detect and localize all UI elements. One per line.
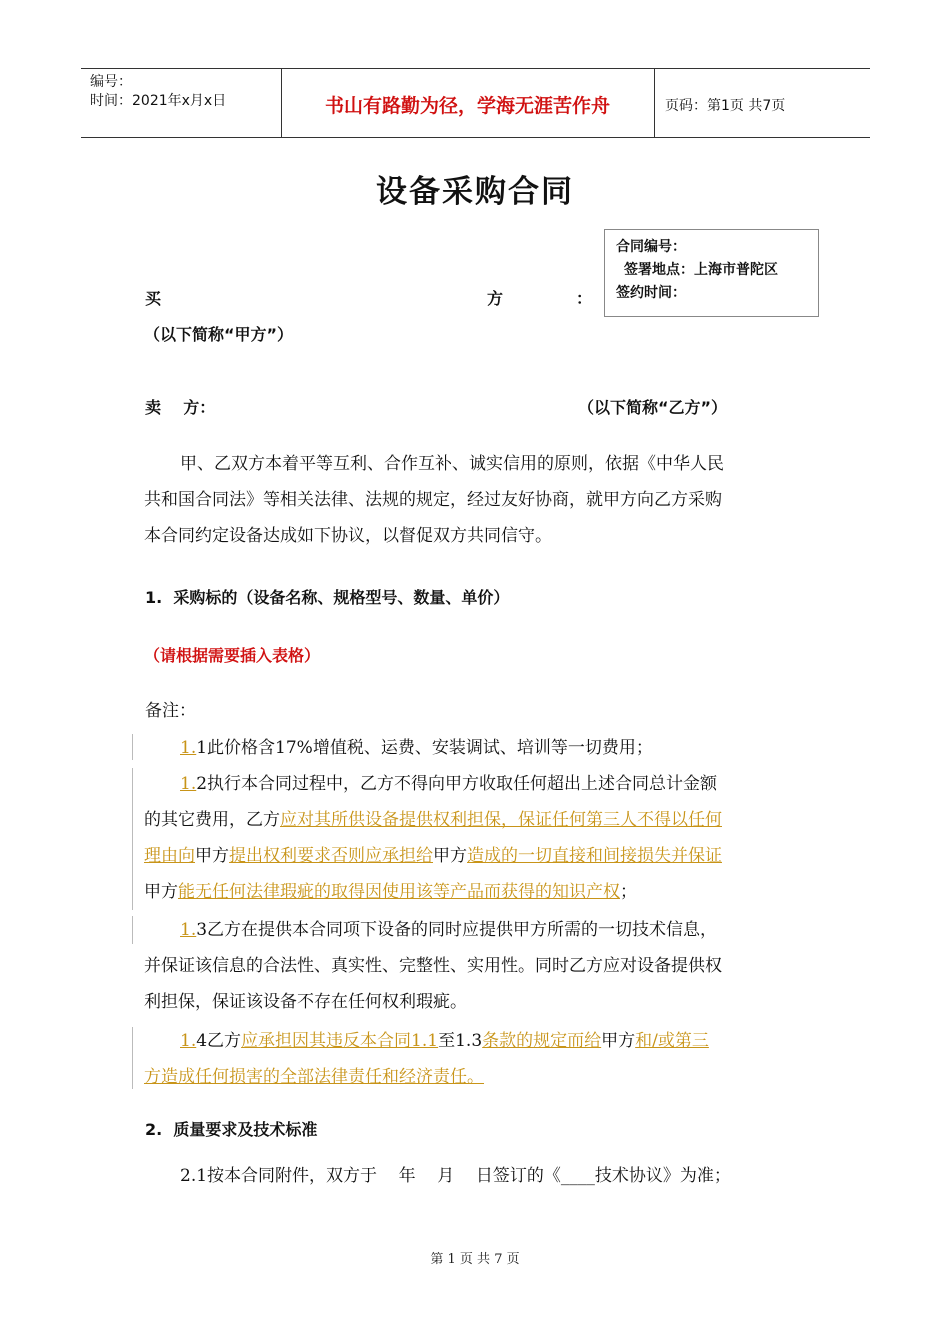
sign-time: 签约时间： bbox=[616, 285, 686, 301]
contract-info-box bbox=[604, 229, 819, 317]
revised-text: 条款的规定而给 bbox=[482, 1031, 602, 1051]
remark-number: 1. bbox=[180, 1031, 197, 1051]
header-motto: 书山有路勤为径，学海无涯苦作舟 bbox=[324, 95, 610, 117]
remark-number: 1. bbox=[180, 738, 197, 758]
change-bar bbox=[132, 1027, 133, 1089]
remark-text: 甲方 bbox=[195, 846, 229, 866]
remark-text: 2执行本合同过程中，乙方不得向甲方收取任何超出上述合同总计金额 bbox=[196, 774, 718, 794]
time-label: 时间：2021年x月x日 bbox=[90, 93, 227, 109]
revised-text: 提出权利要求否则应承担给 bbox=[229, 846, 433, 866]
buyer-alias: （以下简称“甲方”） bbox=[144, 325, 294, 344]
header-divider bbox=[654, 69, 655, 137]
document-title: 设备采购合同 bbox=[376, 174, 574, 210]
remark-text: 4乙方 bbox=[196, 1031, 242, 1051]
revised-text: 能无任何法律瑕疵的取得因使用该等产品而获得的知识产权 bbox=[178, 882, 620, 902]
remark-text: 并保证该信息的合法性、真实性、完整性、实用性。同时乙方应对设备提供权 bbox=[144, 956, 722, 976]
remark-text: 的其它费用，乙方 bbox=[144, 810, 280, 830]
remark-number: 1. bbox=[180, 774, 197, 794]
section-2-heading: 2. 质量要求及技术标准 bbox=[145, 1120, 318, 1139]
header-table bbox=[81, 68, 870, 138]
remark-number: 1. bbox=[180, 920, 197, 940]
remark-text: 甲方 bbox=[144, 882, 178, 902]
seller-label: 卖 方： bbox=[145, 398, 216, 417]
change-bar bbox=[132, 734, 133, 760]
revised-text: 理由向 bbox=[144, 846, 195, 866]
remark-text: 甲方 bbox=[601, 1031, 636, 1051]
remark-label: 备注： bbox=[145, 701, 196, 721]
intro-line: 共和国合同法》等相关法律、法规的规定，经过友好协商，就甲方向乙方采购 bbox=[144, 490, 722, 510]
remark-text: 1此价格含17%增值税、运费、安装调试、培训等一切费用； bbox=[196, 738, 653, 758]
page-footer: 第 1 页 共 7 页 bbox=[430, 1252, 520, 1267]
buyer-label-char1: 买 bbox=[145, 289, 162, 308]
section-2-item-1 bbox=[144, 1158, 810, 1194]
intro-paragraph bbox=[144, 446, 810, 554]
buyer-label-colon: ： bbox=[576, 289, 593, 308]
insert-table-note: （请根据需要插入表格） bbox=[144, 646, 321, 665]
revised-text: 方造成任何损害的全部法律责任和经济责任。 bbox=[144, 1067, 484, 1087]
intro-line: 甲、乙双方本着平等互利、合作互补、诚实信用的原则，依据《中华人民 bbox=[180, 454, 724, 474]
remark-item-1 bbox=[144, 730, 810, 766]
header-left-cell bbox=[90, 73, 226, 111]
revised-text: 应承担因其违反本合同1.1 bbox=[241, 1031, 439, 1051]
remark-item-4 bbox=[144, 1023, 810, 1095]
section-1-heading: 1. 采购标的（设备名称、规格型号、数量、单价） bbox=[145, 588, 510, 607]
remark-text: 至1.3 bbox=[438, 1031, 483, 1051]
remark-text: ； bbox=[620, 882, 637, 902]
remark-text: 3乙方在提供本合同项下设备的同时应提供甲方所需的一切技术信息， bbox=[196, 920, 718, 940]
change-bar bbox=[132, 916, 133, 944]
serial-label: 编号： bbox=[90, 74, 132, 90]
remark-item-2 bbox=[144, 766, 810, 910]
seller-alias: （以下简称“乙方”） bbox=[578, 398, 728, 417]
revised-text: 和/或第三 bbox=[635, 1031, 709, 1051]
remark-text: 甲方 bbox=[433, 846, 467, 866]
remark-text: 利担保，保证该设备不存在任何权利瑕疵。 bbox=[144, 992, 467, 1012]
contract-number: 合同编号： bbox=[616, 239, 686, 255]
revised-text: 应对其所供设备提供权利担保，保证任何第三人不得以任何 bbox=[280, 810, 722, 830]
sign-place: 签署地点：上海市普陀区 bbox=[624, 262, 778, 278]
section-2-text: 2.1按本合同附件，双方于 年 月 日签订的《____技术协议》为准； bbox=[180, 1166, 731, 1186]
buyer-label-char2: 方 bbox=[487, 289, 504, 308]
change-bar bbox=[132, 768, 133, 910]
remark-item-3 bbox=[144, 912, 810, 1020]
header-page-info: 页码：第1页 共7页 bbox=[665, 98, 786, 114]
intro-line: 本合同约定设备达成如下协议，以督促双方共同信守。 bbox=[144, 526, 552, 546]
revised-text: 造成的一切直接和间接损失并保证 bbox=[467, 846, 722, 866]
